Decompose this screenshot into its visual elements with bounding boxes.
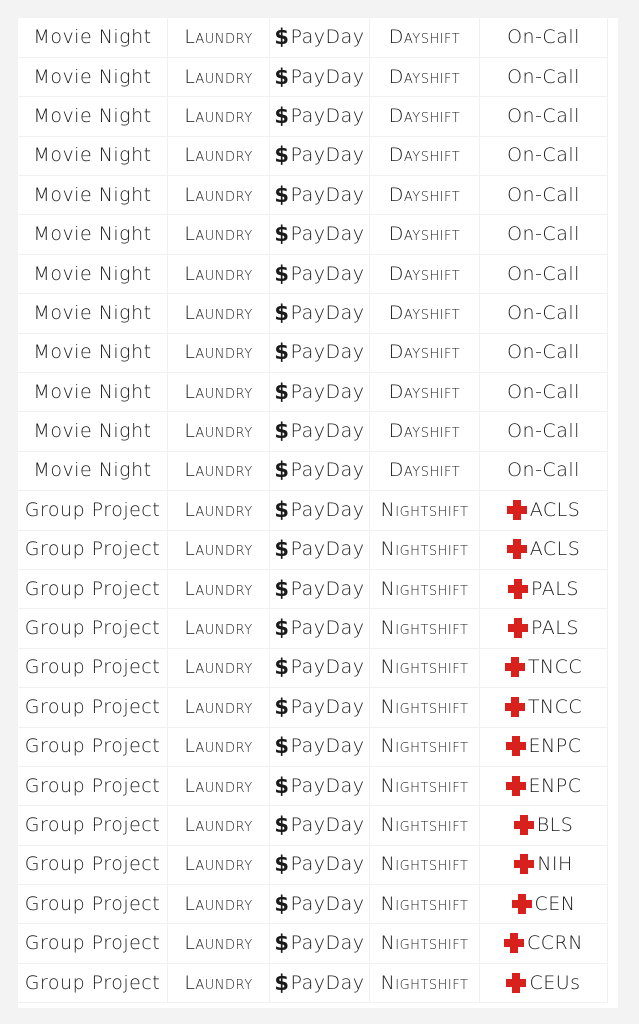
event-sticker: Group Project (18, 648, 168, 688)
cert-sticker (480, 490, 608, 530)
shift-sticker: Nightshift (370, 766, 480, 806)
shift-sticker: Nightshift (370, 805, 480, 845)
payday-sticker (270, 175, 370, 215)
laundry-sticker: Laundry (168, 727, 270, 767)
shift-sticker: Nightshift (370, 530, 480, 570)
payday-label: PayDay (290, 498, 365, 521)
cert-sticker (480, 923, 608, 963)
dollar-sign: $ (274, 694, 290, 719)
laundry-sticker: Laundry (168, 608, 270, 648)
event-sticker: Group Project (18, 805, 168, 845)
cert-label: On-Call (507, 459, 580, 482)
cert-label: NIH (537, 853, 573, 876)
sticker-row (18, 373, 618, 412)
cert-sticker (480, 372, 608, 412)
shift-sticker: Dayshift (370, 214, 480, 254)
sticker-row (18, 136, 618, 175)
cert-sticker (480, 805, 608, 845)
payday-sticker (270, 530, 370, 570)
payday-label: PayDay (290, 104, 365, 127)
payday-sticker (270, 608, 370, 648)
shift-sticker: Dayshift (370, 96, 480, 136)
laundry-sticker: Laundry (168, 569, 270, 609)
event-sticker: Group Project (18, 923, 168, 963)
dollar-sign: $ (274, 379, 290, 404)
cert-sticker (480, 175, 608, 215)
payday-sticker (270, 333, 370, 373)
red-cross-icon (507, 500, 527, 520)
red-cross-icon (514, 854, 534, 874)
cert-sticker (480, 18, 608, 58)
cert-label: On-Call (507, 341, 580, 364)
shift-sticker: Dayshift (370, 451, 480, 491)
sticker-row (18, 727, 618, 766)
laundry-sticker: Laundry (168, 136, 270, 176)
cert-sticker (480, 648, 608, 688)
shift-sticker: Dayshift (370, 254, 480, 294)
shift-sticker: Dayshift (370, 372, 480, 412)
laundry-sticker: Laundry (168, 254, 270, 294)
cert-sticker (480, 333, 608, 373)
cert-label: On-Call (507, 420, 580, 443)
payday-label: PayDay (290, 65, 365, 88)
event-sticker: Movie Night (18, 214, 168, 254)
dollar-sign: $ (274, 773, 290, 798)
payday-sticker (270, 923, 370, 963)
dollar-sign: $ (274, 616, 290, 641)
dollar-sign: $ (274, 813, 290, 837)
cert-label: On-Call (507, 380, 580, 403)
event-sticker: Group Project (18, 845, 168, 885)
laundry-sticker: Laundry (168, 18, 270, 58)
shift-sticker: Dayshift (370, 333, 480, 373)
cert-label: PALS (531, 577, 579, 600)
cert-label: CEN (534, 892, 576, 915)
sticker-row (18, 885, 618, 924)
cert-sticker (480, 687, 608, 727)
sticker-row (18, 845, 618, 884)
sticker-row (18, 333, 618, 372)
payday-label: PayDay (290, 262, 365, 285)
cert-label: On-Call (507, 223, 580, 246)
event-sticker: Group Project (18, 766, 168, 806)
cert-sticker (480, 293, 608, 333)
shift-sticker: Nightshift (370, 727, 480, 767)
cert-label: On-Call (507, 183, 580, 206)
cert-label: CEUs (529, 971, 581, 994)
laundry-sticker: Laundry (168, 766, 270, 806)
sticker-row (18, 766, 618, 805)
payday-sticker (270, 569, 370, 609)
cert-sticker (480, 569, 608, 609)
sticker-row (18, 688, 618, 727)
event-sticker: Group Project (18, 490, 168, 530)
payday-label: PayDay (290, 538, 365, 561)
payday-sticker (270, 490, 370, 530)
shift-sticker: Nightshift (370, 687, 480, 727)
payday-sticker (270, 136, 370, 176)
payday-sticker (270, 372, 370, 412)
dollar-sign: $ (274, 497, 290, 522)
red-cross-icon (506, 973, 526, 993)
sticker-grid (18, 18, 618, 1008)
sticker-row (18, 609, 618, 648)
payday-label: PayDay (290, 814, 365, 836)
sticker-row (18, 530, 618, 569)
red-cross-icon (508, 579, 528, 599)
sticker-row (18, 924, 618, 963)
dollar-sign: $ (274, 970, 290, 995)
payday-label: PayDay (290, 183, 365, 206)
payday-label: PayDay (290, 853, 365, 876)
laundry-sticker: Laundry (168, 293, 270, 333)
red-cross-icon (508, 618, 528, 638)
payday-sticker (270, 845, 370, 885)
payday-sticker (270, 963, 370, 1003)
laundry-sticker: Laundry (168, 451, 270, 491)
shift-sticker: Dayshift (370, 57, 480, 97)
sticker-row (18, 491, 618, 530)
laundry-sticker: Laundry (168, 333, 270, 373)
sticker-row (18, 451, 618, 490)
dollar-sign: $ (274, 261, 290, 286)
laundry-sticker: Laundry (168, 214, 270, 254)
sticker-row (18, 97, 618, 136)
laundry-sticker: Laundry (168, 57, 270, 97)
cert-label: On-Call (507, 65, 580, 88)
event-sticker: Movie Night (18, 96, 168, 136)
dollar-sign: $ (274, 576, 290, 601)
sticker-row (18, 176, 618, 215)
dollar-sign: $ (274, 931, 290, 956)
cert-label: PALS (531, 617, 579, 640)
red-cross-icon (504, 933, 524, 953)
cert-label: On-Call (507, 262, 580, 285)
payday-sticker (270, 805, 370, 845)
dollar-sign: $ (274, 734, 290, 759)
cert-label: TNCC (527, 695, 583, 718)
sticker-row (18, 569, 618, 608)
cert-sticker (480, 727, 608, 767)
laundry-sticker: Laundry (168, 648, 270, 688)
cert-sticker (480, 530, 608, 570)
payday-sticker (270, 96, 370, 136)
payday-label: PayDay (290, 223, 365, 246)
shift-sticker: Dayshift (370, 18, 480, 58)
cert-label: On-Call (507, 26, 580, 49)
shift-sticker: Nightshift (370, 608, 480, 648)
dollar-sign: $ (274, 419, 290, 444)
event-sticker: Group Project (18, 608, 168, 648)
cert-sticker (480, 254, 608, 294)
payday-sticker (270, 254, 370, 294)
dollar-sign: $ (274, 300, 290, 325)
sticker-row (18, 294, 618, 333)
red-cross-icon (512, 894, 532, 914)
laundry-sticker: Laundry (168, 411, 270, 451)
cert-label: ACLS (529, 498, 581, 521)
laundry-sticker: Laundry (168, 963, 270, 1003)
laundry-sticker: Laundry (168, 175, 270, 215)
dollar-sign: $ (274, 891, 290, 916)
event-sticker: Movie Night (18, 411, 168, 451)
cert-label: On-Call (507, 104, 580, 127)
red-cross-icon (514, 815, 534, 835)
laundry-sticker: Laundry (168, 372, 270, 412)
cert-sticker (480, 411, 608, 451)
cert-label: ENPC (528, 735, 582, 758)
payday-sticker (270, 451, 370, 491)
dollar-sign: $ (274, 182, 290, 207)
red-cross-icon (505, 697, 525, 717)
event-sticker: Movie Night (18, 175, 168, 215)
sticker-row (18, 254, 618, 293)
event-sticker: Movie Night (18, 451, 168, 491)
dollar-sign: $ (274, 458, 290, 483)
laundry-sticker: Laundry (168, 490, 270, 530)
payday-label: PayDay (290, 617, 365, 640)
cert-sticker (480, 57, 608, 97)
sticker-sheet (18, 18, 618, 1008)
sticker-row (18, 57, 618, 96)
payday-label: PayDay (290, 971, 365, 994)
payday-label: PayDay (290, 695, 365, 718)
cert-label: ENPC (528, 774, 582, 797)
event-sticker: Group Project (18, 727, 168, 767)
payday-sticker (270, 293, 370, 333)
dollar-sign: $ (274, 852, 290, 877)
payday-sticker (270, 648, 370, 688)
payday-sticker (270, 687, 370, 727)
cert-label: ACLS (529, 538, 581, 561)
shift-sticker: Nightshift (370, 963, 480, 1003)
shift-sticker: Nightshift (370, 884, 480, 924)
event-sticker: Movie Night (18, 293, 168, 333)
dollar-sign: $ (274, 222, 290, 247)
event-sticker: Movie Night (18, 57, 168, 97)
laundry-sticker: Laundry (168, 845, 270, 885)
event-sticker: Group Project (18, 530, 168, 570)
red-cross-icon (505, 657, 525, 677)
payday-label: PayDay (290, 144, 365, 167)
payday-label: PayDay (290, 577, 365, 600)
sticker-row (18, 648, 618, 687)
red-cross-icon (506, 776, 526, 796)
event-sticker: Movie Night (18, 136, 168, 176)
payday-label: PayDay (290, 774, 365, 797)
payday-label: PayDay (290, 341, 365, 364)
event-sticker: Movie Night (18, 372, 168, 412)
payday-label: PayDay (290, 656, 365, 679)
sticker-row (18, 963, 618, 1002)
dollar-sign: $ (274, 537, 290, 562)
shift-sticker: Nightshift (370, 490, 480, 530)
cert-label: CCRN (527, 932, 583, 955)
payday-label: PayDay (290, 26, 365, 49)
laundry-sticker: Laundry (168, 530, 270, 570)
cert-sticker (480, 963, 608, 1003)
payday-label: PayDay (290, 932, 365, 955)
cert-label: On-Call (507, 144, 580, 167)
sticker-row (18, 806, 618, 845)
payday-sticker (270, 766, 370, 806)
cert-label: BLS (536, 814, 574, 836)
payday-sticker (270, 411, 370, 451)
cert-sticker (480, 845, 608, 885)
payday-label: PayDay (290, 420, 365, 443)
payday-sticker (270, 727, 370, 767)
payday-label: PayDay (290, 735, 365, 758)
cert-label: TNCC (527, 656, 583, 679)
laundry-sticker: Laundry (168, 884, 270, 924)
payday-label: PayDay (290, 380, 365, 403)
shift-sticker: Nightshift (370, 569, 480, 609)
cert-label: On-Call (507, 301, 580, 324)
dollar-sign: $ (274, 64, 290, 89)
shift-sticker: Nightshift (370, 648, 480, 688)
shift-sticker: Dayshift (370, 411, 480, 451)
payday-sticker (270, 214, 370, 254)
shift-sticker: Dayshift (370, 136, 480, 176)
event-sticker: Movie Night (18, 333, 168, 373)
payday-label: PayDay (290, 301, 365, 324)
cert-sticker (480, 96, 608, 136)
cert-sticker (480, 608, 608, 648)
shift-sticker: Nightshift (370, 845, 480, 885)
payday-sticker (270, 57, 370, 97)
cert-sticker (480, 766, 608, 806)
dollar-sign: $ (274, 25, 290, 50)
dollar-sign: $ (274, 143, 290, 168)
laundry-sticker: Laundry (168, 805, 270, 845)
dollar-sign: $ (274, 340, 290, 365)
dollar-sign: $ (274, 103, 290, 128)
cert-sticker (480, 214, 608, 254)
laundry-sticker: Laundry (168, 96, 270, 136)
sticker-row (18, 215, 618, 254)
sticker-row (18, 18, 618, 57)
laundry-sticker: Laundry (168, 687, 270, 727)
event-sticker: Group Project (18, 963, 168, 1003)
event-sticker: Group Project (18, 884, 168, 924)
shift-sticker: Dayshift (370, 293, 480, 333)
laundry-sticker: Laundry (168, 923, 270, 963)
payday-label: PayDay (290, 459, 365, 482)
payday-label: PayDay (290, 892, 365, 915)
event-sticker: Movie Night (18, 254, 168, 294)
dollar-sign: $ (274, 655, 290, 680)
cert-sticker (480, 136, 608, 176)
cert-sticker (480, 451, 608, 491)
payday-sticker (270, 18, 370, 58)
shift-sticker: Dayshift (370, 175, 480, 215)
shift-sticker: Nightshift (370, 923, 480, 963)
payday-sticker (270, 884, 370, 924)
event-sticker: Group Project (18, 687, 168, 727)
red-cross-icon (507, 539, 527, 559)
sticker-row (18, 412, 618, 451)
event-sticker: Group Project (18, 569, 168, 609)
red-cross-icon (506, 736, 526, 756)
event-sticker: Movie Night (18, 18, 168, 58)
cert-sticker (480, 884, 608, 924)
